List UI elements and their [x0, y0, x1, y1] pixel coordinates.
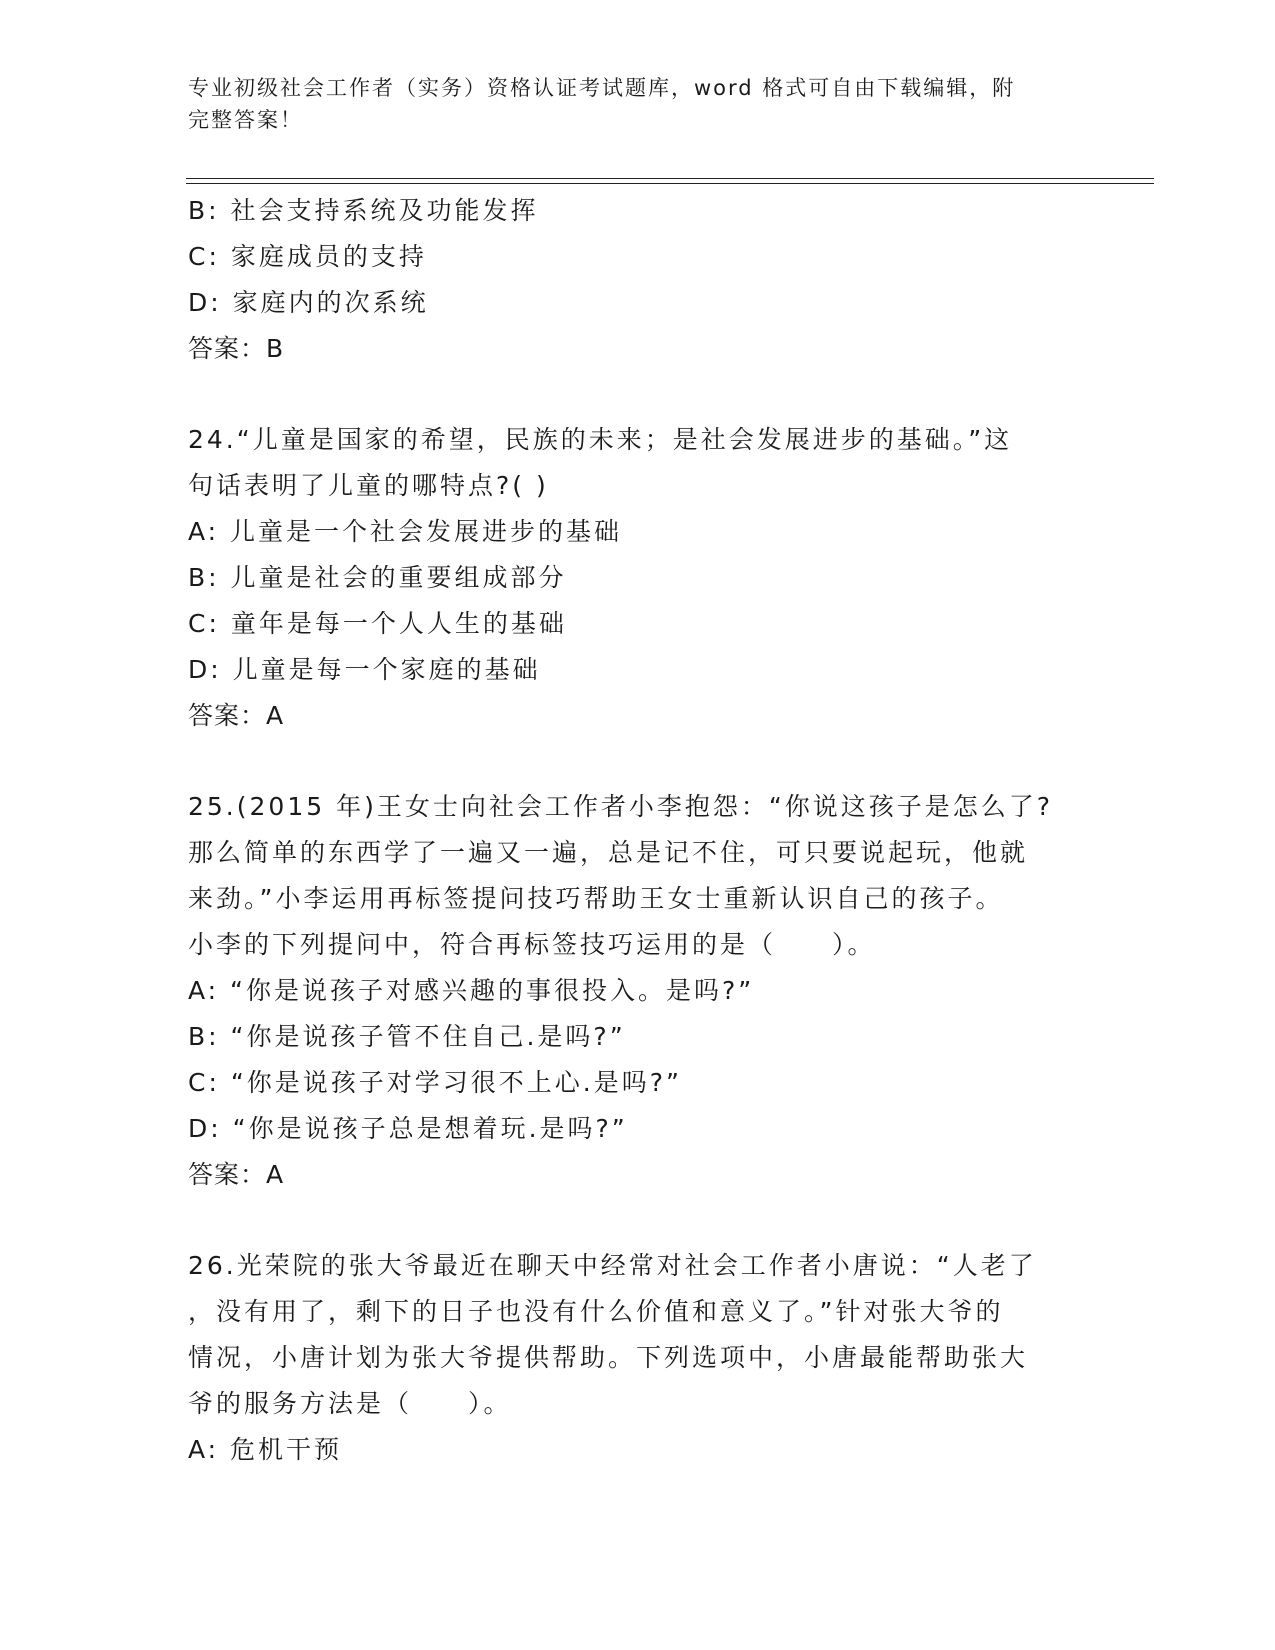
header-line-1: 专业初级社会工作者（实务）资格认证考试题库，word 格式可自由下载编辑，附 — [188, 76, 1016, 100]
option-b: B: 儿童是社会的重要组成部分 — [188, 563, 567, 592]
page-header — [188, 72, 1088, 136]
option-d: D: “你是说孩子总是想着玩.是吗?” — [188, 1114, 628, 1143]
question-stem-line: 24.“儿童是国家的希望，民族的未来；是社会发展进步的基础。”这 — [188, 425, 1013, 454]
spacer — [188, 739, 1088, 784]
option-a: A: “你是说孩子对感兴趣的事很投入。是吗?” — [188, 976, 755, 1005]
option-b: B: “你是说孩子管不住自己.是吗?” — [188, 1022, 626, 1051]
question-25 — [188, 784, 1088, 1198]
option-c: C: “你是说孩子对学习很不上心.是吗?” — [188, 1068, 682, 1097]
answer-line: 答案：B — [188, 334, 285, 363]
question-26 — [188, 1243, 1088, 1473]
question-23-tail — [188, 188, 1088, 372]
option-a: A: 儿童是一个社会发展进步的基础 — [188, 517, 623, 546]
option-c: C: 童年是每一个人人生的基础 — [188, 609, 567, 638]
option-a: A: 危机干预 — [188, 1435, 343, 1464]
option-d: D: 家庭内的次系统 — [188, 288, 429, 317]
header-divider-top — [186, 178, 1154, 179]
question-stem-line: 25.(2015 年)王女士向社会工作者小李抱怨：“你说这孩子是怎么了? — [188, 792, 1054, 821]
question-stem-line: 句话表明了儿童的哪特点?( ) — [188, 471, 549, 500]
header-divider-bottom — [186, 183, 1154, 184]
option-c: C: 家庭成员的支持 — [188, 242, 427, 271]
question-content — [188, 188, 1088, 1473]
question-24 — [188, 417, 1088, 739]
question-stem-line: ，没有用了，剩下的日子也没有什么价值和意义了。”针对张大爷的 — [188, 1297, 1004, 1326]
option-d: D: 儿童是每一个家庭的基础 — [188, 655, 541, 684]
answer-line: 答案：A — [188, 701, 285, 730]
answer-line: 答案：A — [188, 1160, 285, 1189]
spacer — [188, 372, 1088, 417]
question-stem-line: 26.光荣院的张大爷最近在聊天中经常对社会工作者小唐说：“人老了 — [188, 1251, 1037, 1280]
question-stem-line: 情况，小唐计划为张大爷提供帮助。下列选项中，小唐最能帮助张大 — [188, 1343, 1029, 1372]
question-stem-line: 那么简单的东西学了一遍又一遍，总是记不住，可只要说起玩，他就 — [188, 838, 1029, 867]
question-stem-line: 小李的下列提问中，符合再标签技巧运用的是（ ）。 — [188, 930, 876, 959]
question-stem-line: 爷的服务方法是（ ）。 — [188, 1389, 512, 1418]
question-stem-line: 来劲。”小李运用再标签提问技巧帮助王女士重新认识自己的孩子。 — [188, 884, 1004, 913]
spacer — [188, 1198, 1088, 1243]
option-b: B: 社会支持系统及功能发挥 — [188, 196, 539, 225]
header-line-2: 完整答案！ — [188, 108, 303, 132]
